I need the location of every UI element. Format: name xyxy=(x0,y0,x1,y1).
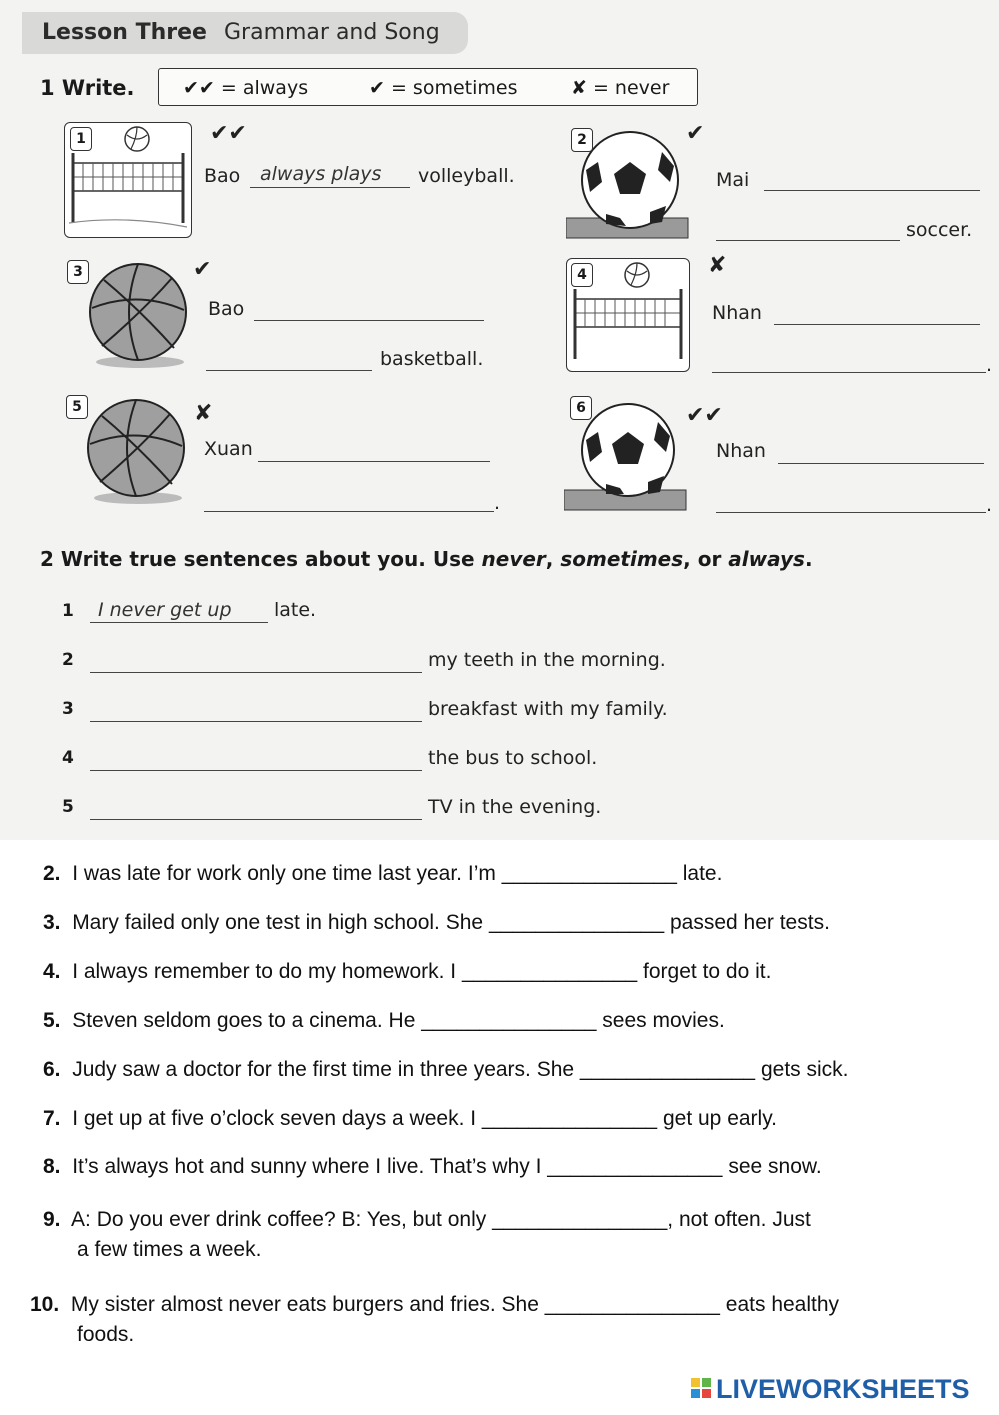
frequency-mark: ✔✔ xyxy=(210,121,247,146)
exercise-2-title xyxy=(40,547,813,571)
item-end: volleyball. xyxy=(418,165,515,187)
item-number: 2 xyxy=(571,128,593,152)
exercise-2-title-text: 2 Write true sentences about you. Use xyxy=(40,547,482,571)
word-never: never xyxy=(481,547,546,571)
item-name: Nhan xyxy=(716,440,766,462)
item-name: Nhan xyxy=(712,302,762,324)
answer-line[interactable] xyxy=(90,819,422,820)
item-name: Bao xyxy=(208,298,245,320)
sentence-continuation: a few times a week. xyxy=(77,1238,262,1261)
answer-line[interactable] xyxy=(778,463,984,464)
item-number: 3 xyxy=(62,699,74,719)
item-number: 1 xyxy=(62,601,74,621)
basketball-icon xyxy=(84,260,196,370)
liveworksheets-logo-icon xyxy=(691,1378,713,1402)
frequency-mark: ✘ xyxy=(708,253,727,278)
item-number: 8. xyxy=(43,1155,61,1178)
answer-line[interactable] xyxy=(254,320,484,321)
key-always: ✔✔ = always xyxy=(183,77,309,99)
key-sometimes: ✔ = sometimes xyxy=(369,77,518,99)
title-separator: , or xyxy=(683,547,729,571)
sentence-text: I was late for work only one time last year. I’m xyxy=(72,862,496,885)
item-number: 9. xyxy=(43,1208,61,1231)
sentence-item xyxy=(30,1293,839,1317)
frequency-mark: ✘ xyxy=(194,401,213,426)
sentence-end: late. xyxy=(682,862,723,885)
sentence-text: Judy saw a doctor for the first time in three years. She xyxy=(72,1058,575,1081)
answer-blank[interactable]: _______________ xyxy=(544,1293,720,1316)
lesson-subtitle: Grammar and Song xyxy=(224,20,440,45)
item-number: 1 xyxy=(70,127,92,151)
item-number: 2 xyxy=(62,650,74,670)
sentence-end: forget to do it. xyxy=(643,960,772,983)
answer-line[interactable] xyxy=(90,770,422,771)
item-number: 4. xyxy=(43,960,61,983)
answer-line[interactable] xyxy=(764,190,980,191)
item-number: 5 xyxy=(62,797,74,817)
item-number: 5 xyxy=(66,395,88,419)
answer-blank[interactable]: _______________ xyxy=(488,911,665,934)
sentence-item xyxy=(43,911,830,935)
word-sometimes: sometimes xyxy=(560,547,684,571)
sentence-item xyxy=(43,960,771,984)
item-number: 10. xyxy=(30,1293,60,1316)
answer-line[interactable] xyxy=(712,372,986,373)
word-always: always xyxy=(728,547,805,571)
sentence-text: I always remember to do my homework. I xyxy=(72,960,457,983)
example-answer: I never get up xyxy=(98,599,232,621)
item-end: basketball. xyxy=(380,348,484,370)
sentence-text: A: Do you ever drink coffee? B: Yes, but only xyxy=(71,1208,487,1231)
item-end: my teeth in the morning. xyxy=(428,649,666,671)
sentence-end: get up early. xyxy=(662,1107,777,1130)
frequency-mark: ✔ xyxy=(193,257,212,282)
answer-line[interactable] xyxy=(90,721,422,722)
item-number: 2. xyxy=(43,862,61,885)
example-answer: always plays xyxy=(260,163,382,185)
answer-line[interactable] xyxy=(716,240,900,241)
answer-line[interactable] xyxy=(90,672,422,673)
answer-blank[interactable]: _______________ xyxy=(462,960,638,983)
answer-blank[interactable]: _______________ xyxy=(547,1155,723,1178)
sentence-end: sees movies. xyxy=(602,1009,725,1032)
item-end: . xyxy=(986,354,993,376)
answer-blank[interactable]: _______________ xyxy=(481,1107,658,1130)
item-number: 7. xyxy=(43,1107,61,1130)
answer-line[interactable] xyxy=(206,370,372,371)
item-number: 6. xyxy=(43,1058,61,1081)
item-number: 5. xyxy=(43,1009,61,1032)
item-name: Mai xyxy=(716,169,750,191)
item-number: 3 xyxy=(67,260,89,284)
sentence-end: eats healthy xyxy=(725,1293,840,1316)
answer-blank[interactable]: _______________ xyxy=(501,862,677,885)
item-name: Bao xyxy=(204,165,241,187)
sentence-end: passed her tests. xyxy=(669,911,830,934)
frequency-mark: ✔✔ xyxy=(686,403,723,428)
sentence-text: It’s always hot and sunny where I live. That’s why I xyxy=(72,1155,542,1178)
key-never: ✘ = never xyxy=(571,77,670,99)
item-end: soccer. xyxy=(906,219,973,241)
item-end: TV in the evening. xyxy=(428,796,602,818)
sentence-continuation: foods. xyxy=(77,1323,135,1346)
item-number: 4 xyxy=(571,263,593,287)
title-period: . xyxy=(804,547,813,571)
item-number: 6 xyxy=(570,396,592,420)
basketball-icon xyxy=(82,396,194,506)
exercise-1-title: 1 Write. xyxy=(40,76,135,100)
answer-line[interactable] xyxy=(250,187,410,188)
liveworksheets-logo: LIVEWORKSHEETS xyxy=(716,1374,970,1404)
answer-line[interactable] xyxy=(716,512,986,513)
sentence-item xyxy=(43,1155,822,1179)
sentence-end: , not often. Just xyxy=(667,1208,811,1231)
sentence-item xyxy=(43,1058,849,1082)
title-separator: , xyxy=(545,547,561,571)
sentence-item xyxy=(43,1208,811,1232)
answer-blank[interactable]: _______________ xyxy=(579,1058,756,1081)
item-number: 3. xyxy=(43,911,61,934)
answer-blank[interactable]: _______________ xyxy=(492,1208,668,1231)
frequency-key xyxy=(158,68,698,106)
item-number: 4 xyxy=(62,748,74,768)
answer-line[interactable] xyxy=(90,622,268,623)
item-end: . xyxy=(494,492,501,514)
sentence-item xyxy=(43,862,722,886)
answer-blank[interactable]: _______________ xyxy=(421,1009,597,1032)
item-end: the bus to school. xyxy=(428,747,598,769)
item-end: . xyxy=(986,494,993,516)
lesson-title: Lesson Three xyxy=(42,20,207,45)
sentence-end: see snow. xyxy=(728,1155,822,1178)
answer-line[interactable] xyxy=(258,461,490,462)
sentence-text: Steven seldom goes to a cinema. He xyxy=(72,1009,416,1032)
sentence-end: gets sick. xyxy=(760,1058,849,1081)
sentence-text: I get up at five o’clock seven days a week. I xyxy=(72,1107,477,1130)
answer-line[interactable] xyxy=(774,324,980,325)
frequency-mark: ✔ xyxy=(686,121,705,146)
item-end: breakfast with my family. xyxy=(428,698,668,720)
sentence-item xyxy=(43,1009,725,1033)
item-end: late. xyxy=(274,599,317,621)
item-name: Xuan xyxy=(204,438,253,460)
answer-line[interactable] xyxy=(204,511,494,512)
sentence-text: Mary failed only one test in high school. She xyxy=(72,911,484,934)
sentence-text: My sister almost never eats burgers and fries. She xyxy=(70,1293,539,1316)
sentence-item xyxy=(43,1107,777,1131)
